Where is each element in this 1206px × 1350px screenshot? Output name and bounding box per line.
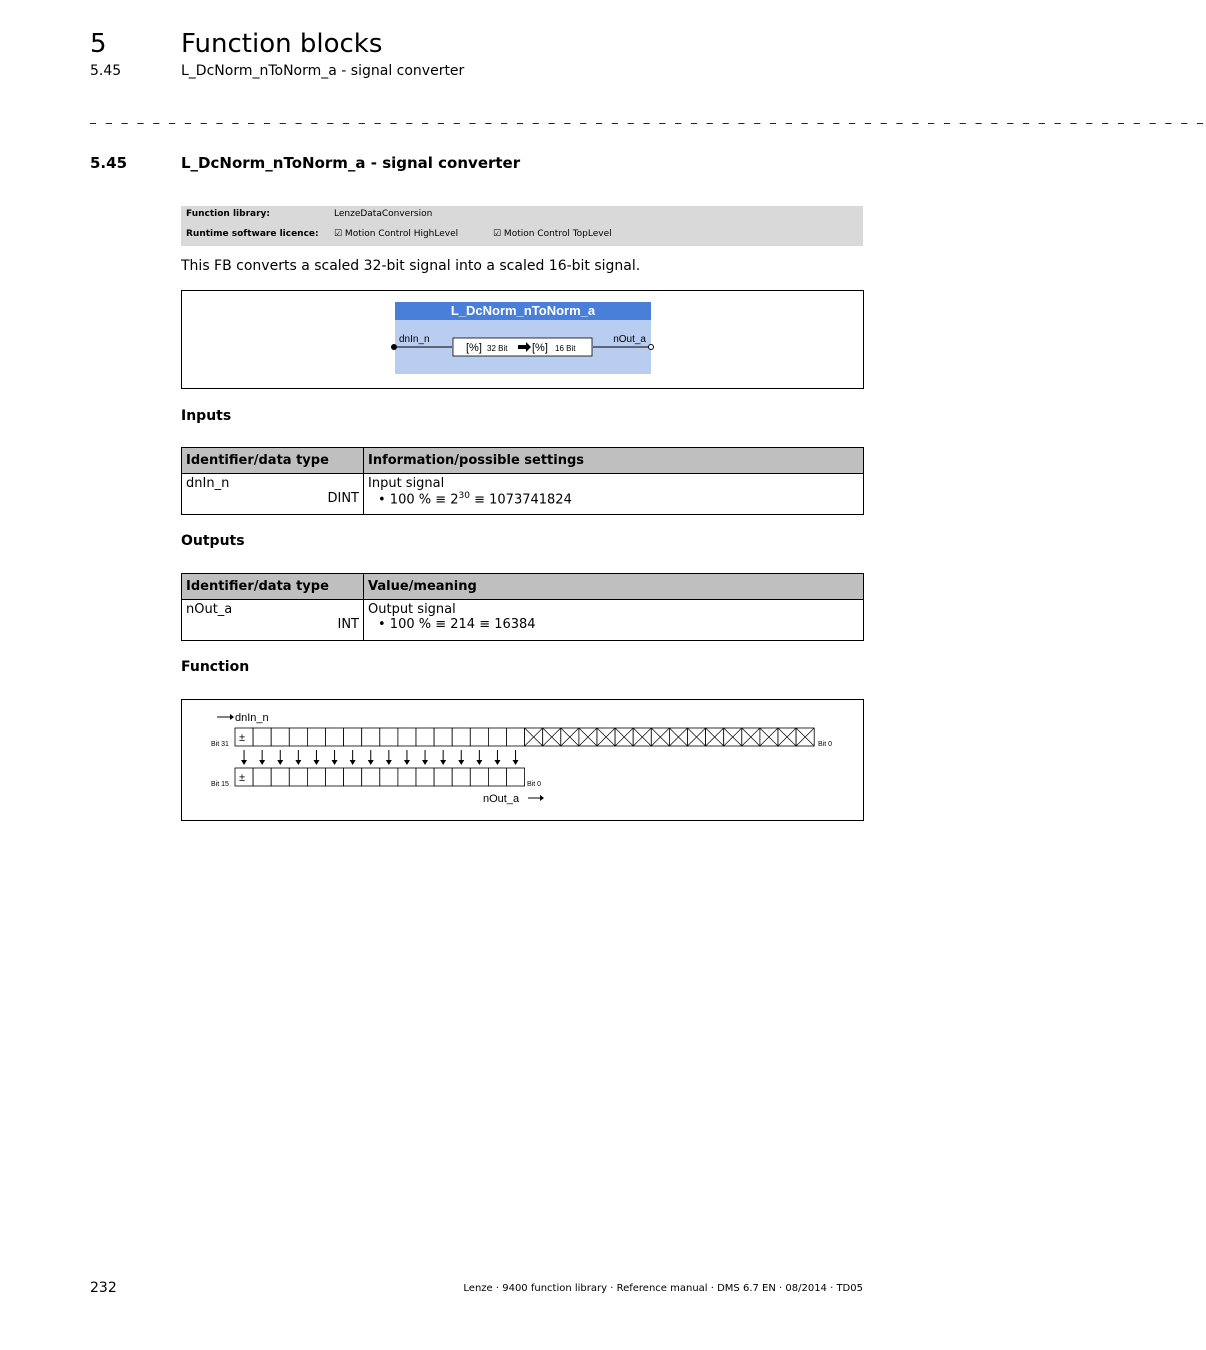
arrow-down-icon (368, 760, 374, 765)
sign-bit-top: ± (239, 732, 246, 744)
arrow-right-icon (540, 795, 544, 801)
output-description: Output signal (368, 602, 456, 617)
input-identifier: dnIn_n (186, 476, 230, 491)
outputs-heading: Outputs (181, 533, 245, 549)
input-bit-cell (380, 728, 398, 746)
input-scaling-value: ≡ 1073741824 (469, 492, 572, 508)
input-signal-label: dnIn_n (235, 712, 269, 724)
input-bit-cell (344, 728, 362, 746)
outputs-col-value: Value/meaning (364, 574, 864, 600)
output-bit-cell (253, 768, 271, 786)
input-scaling (368, 491, 859, 507)
output-identifier-cell (182, 600, 364, 641)
bit0-top-label: Bit 0 (818, 741, 833, 748)
bit31-label: Bit 31 (211, 741, 229, 748)
chapter-title: Function blocks (181, 29, 383, 59)
input-identifier-cell (182, 474, 364, 515)
output-bit-cell (434, 768, 452, 786)
output-bit-cell (507, 768, 525, 786)
output-info-cell (364, 600, 864, 641)
page-number: 232 (90, 1280, 117, 1296)
table-row (182, 474, 864, 515)
library-label: Function library: (186, 209, 270, 219)
section-title: L_DcNorm_nToNorm_a - signal converter (181, 154, 521, 172)
arrow-down-icon (241, 760, 247, 765)
output-bit-cell (307, 768, 325, 786)
licence-option-highlevel: ☑ Motion Control HighLevel (334, 229, 459, 239)
arrow-down-icon (277, 760, 283, 765)
intro-text: This FB converts a scaled 32-bit signal into a scaled 16-bit signal. (181, 258, 641, 274)
arrow-down-icon (404, 760, 410, 765)
output-bit-cell (488, 768, 506, 786)
input-bit-cell (362, 728, 380, 746)
outputs-table (181, 573, 864, 641)
function-block-svg (182, 291, 863, 388)
output-bit-cell (362, 768, 380, 786)
input-bit-cell (326, 728, 344, 746)
separator-line: _ _ _ _ _ _ _ _ _ _ _ _ _ _ _ _ _ _ _ _ _ _ _ _ _ _ _ _ _ _ _ _ _ _ _ _ _ _ _ _ _ _ _ _ _ _ _ _ _ _ _ _ _ _ _ _ _ _ _ _ _ _ _ _ _ _ _ _ _ _ _ (90, 110, 1206, 124)
library-value: LenzeDataConversion (334, 209, 433, 219)
input-bit-cell (416, 728, 434, 746)
licence-option-toplevel: ☑ Motion Control TopLevel (493, 229, 612, 239)
bit-mapping-svg (182, 700, 863, 820)
bit15-label: Bit 15 (211, 781, 229, 788)
input-label: dnIn_n (399, 334, 430, 345)
arrow-down-icon (476, 760, 482, 765)
library-info-box (181, 206, 863, 246)
chapter-number: 5 (90, 29, 107, 59)
arrow-right-icon (230, 714, 234, 720)
arrow-down-icon (440, 760, 446, 765)
input-bit-cell (507, 728, 525, 746)
licence-label: Runtime software licence: (186, 229, 319, 239)
input-bit-cell (470, 728, 488, 746)
header-section-number: 5.45 (90, 63, 122, 79)
input-bit-cell (289, 728, 307, 746)
arrow-down-icon (458, 760, 464, 765)
inputs-col-identifier: Identifier/data type (182, 448, 364, 474)
output-bit-cell (470, 768, 488, 786)
output-scaling: • 100 % ≡ 214 ≡ 16384 (378, 617, 536, 632)
bit-transfer-arrows (241, 750, 519, 765)
section-number: 5.45 (90, 154, 128, 172)
output-connector[interactable] (649, 345, 654, 350)
input-bit-cell (452, 728, 470, 746)
inputs-col-info: Information/possible settings (364, 448, 864, 474)
outputs-col-identifier: Identifier/data type (182, 574, 364, 600)
output-label: nOut_a (613, 334, 646, 345)
output-type: INT (337, 617, 359, 632)
function-block-diagram (181, 290, 864, 389)
output-bit-cell (416, 768, 434, 786)
output-signal-label: nOut_a (483, 793, 520, 805)
input-bit-cell (253, 728, 271, 746)
input-description: Input signal (368, 476, 445, 491)
bits-out: 16 Bit (555, 344, 576, 353)
bit0-bottom-label: Bit 0 (527, 781, 542, 788)
input-connector[interactable] (391, 344, 397, 350)
table-row (182, 600, 864, 641)
function-diagram (181, 699, 864, 821)
footer-text: Lenze · 9400 function library · Reference manual · DMS 6.7 EN · 08/2014 · TD05 (463, 1283, 863, 1294)
input-scaling-base: • 100 % ≡ 2 (378, 492, 459, 508)
unit-in: [%] (466, 342, 482, 354)
input-info-cell (364, 474, 864, 515)
input-bit-register (235, 728, 814, 746)
header-section-title: L_DcNorm_nToNorm_a - signal converter (181, 63, 465, 79)
unit-out: [%] (532, 342, 548, 354)
input-bit-cell (307, 728, 325, 746)
output-bit-cell (380, 768, 398, 786)
output-bit-cell (344, 768, 362, 786)
arrow-down-icon (332, 760, 338, 765)
input-scaling-exponent: 30 (458, 491, 470, 501)
output-bit-cell (398, 768, 416, 786)
output-bit-cell (271, 768, 289, 786)
output-bit-cell (326, 768, 344, 786)
arrow-down-icon (494, 760, 500, 765)
function-heading: Function (181, 659, 250, 675)
input-bit-cell (488, 728, 506, 746)
output-bit-cell (452, 768, 470, 786)
arrow-down-icon (386, 760, 392, 765)
input-bit-cell (398, 728, 416, 746)
bits-in: 32 Bit (487, 344, 508, 353)
input-bit-cell (434, 728, 452, 746)
block-name: L_DcNorm_nToNorm_a (450, 303, 596, 318)
arrow-down-icon (350, 760, 356, 765)
arrow-down-icon (313, 760, 319, 765)
arrow-down-icon (295, 760, 301, 765)
input-bit-cell (271, 728, 289, 746)
output-identifier: nOut_a (186, 602, 233, 617)
inputs-heading: Inputs (181, 408, 232, 424)
output-bit-register (235, 768, 525, 786)
output-bit-cell (289, 768, 307, 786)
arrow-down-icon (513, 760, 519, 765)
input-type: DINT (327, 491, 359, 506)
sign-bit-bottom: ± (239, 772, 246, 784)
arrow-down-icon (259, 760, 265, 765)
arrow-down-icon (422, 760, 428, 765)
inputs-table (181, 447, 864, 515)
